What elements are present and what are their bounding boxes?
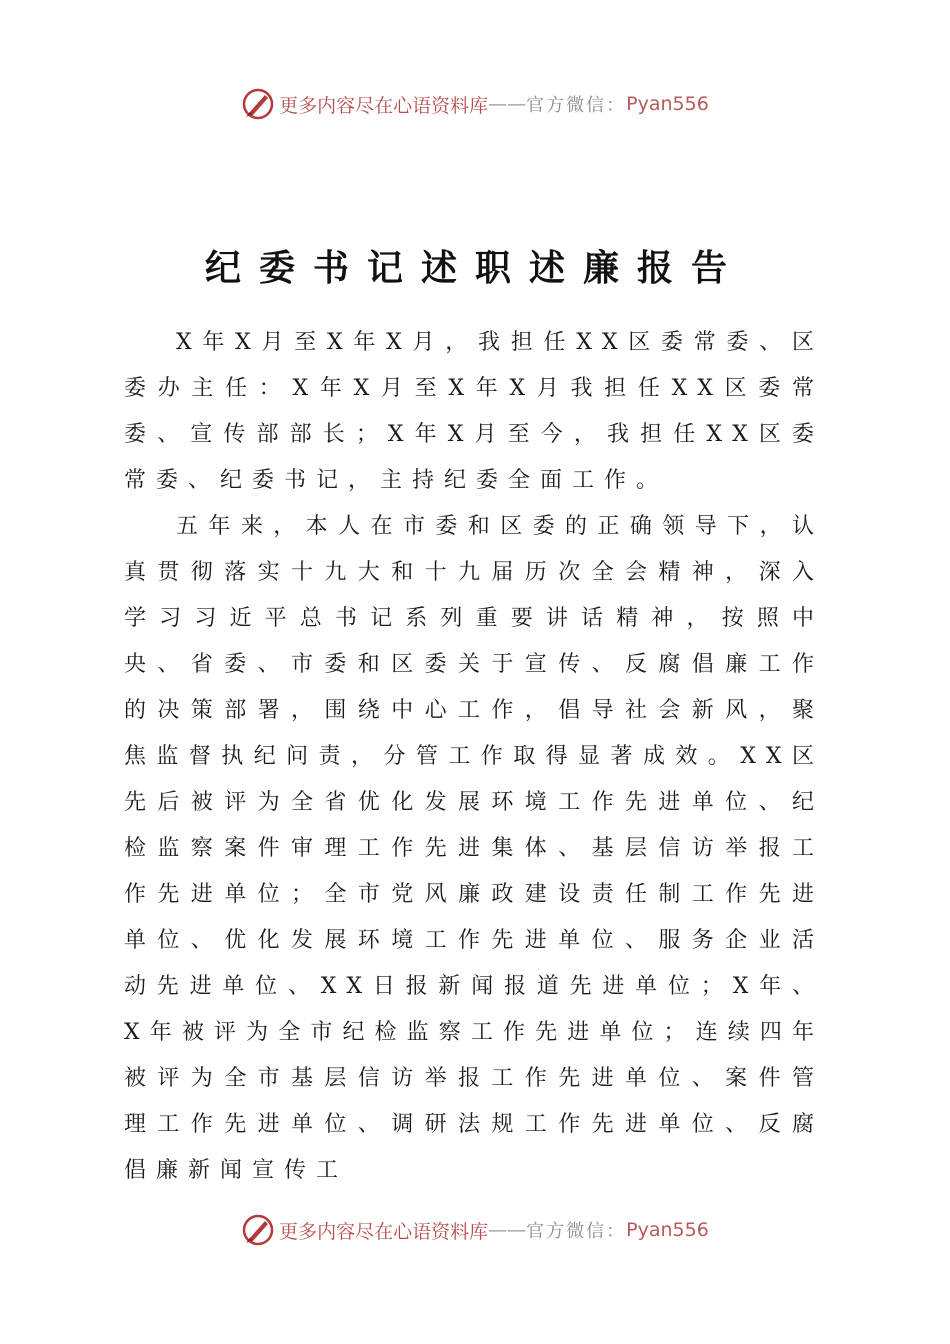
banner-wechat-id: Pyan556 xyxy=(626,93,709,115)
banner-wechat-id: Pyan556 xyxy=(626,1219,709,1241)
banner-separator: —— xyxy=(488,93,527,115)
footer-banner xyxy=(0,1210,950,1250)
pen-logo-icon xyxy=(241,1213,275,1247)
paragraph-1: X年X月至X年X月，我担任XX区委常委、区委办主任：X年X月至X年X月我担任XX区委常委、宣传部部长；X年X月至今，我担任XX区委常委、纪委书记，主持纪委全面工作。 xyxy=(124,330,824,493)
banner-separator: —— xyxy=(488,1219,527,1241)
document-title: 纪委书记述职述廉报告 xyxy=(204,248,745,289)
pen-logo-icon xyxy=(241,87,275,121)
document-body xyxy=(124,320,824,1194)
banner-wechat-label: 官方微信： xyxy=(526,95,627,116)
banner-site-name: 更多内容尽在心语资料库 xyxy=(279,1220,489,1243)
banner-wechat-label: 官方微信： xyxy=(526,1221,627,1242)
paragraph-2: 五年来，本人在市委和区委的正确领导下，认真贯彻落实十九大和十九届历次全会精神，深入学习习近平总书记系列重要讲话精神，按照中央、省委、市委和区委关于宣传、反腐倡廉工作的决策部署，围绕中心工作，倡导社会新风，聚焦监督执纪问责，分管工作取得显著成效。XX区先后被评为全省优化发展环境工作先进单位、纪检监察案件审理工作先进集体、基层信访举报工作先进单位；全市党风廉政建设责任制工作先进单位、优化发展环境工作先进单位、服务企业活动先进单位、XX日报新闻报道先进单位；X年、X年被评为全市纪检监察工作先进单位；连续四年被评为全市基层信访举报工作先进单位、案件管理工作先进单位、调研法规工作先进单位、反腐倡廉新闻宣传工 xyxy=(124,514,824,1183)
header-banner xyxy=(0,84,950,124)
banner-site-name: 更多内容尽在心语资料库 xyxy=(279,94,489,117)
